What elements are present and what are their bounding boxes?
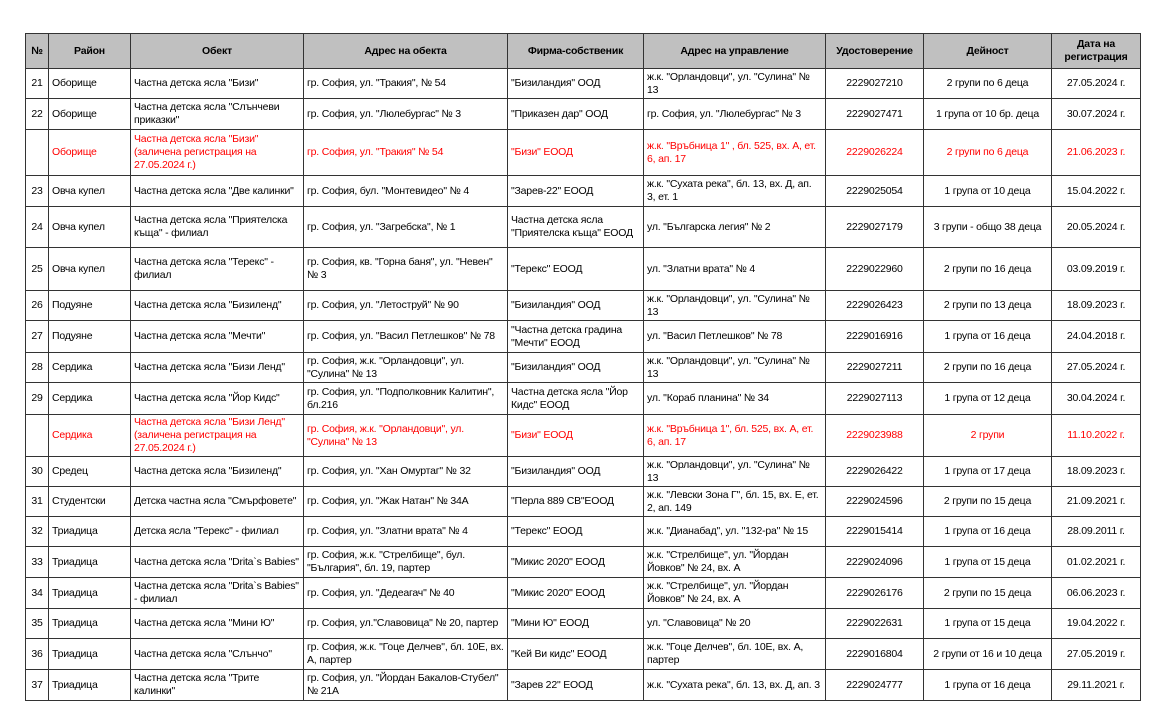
cell-no: 36 [26,639,49,670]
cell-date: 30.07.2024 г. [1052,99,1141,130]
cell-mgmt: ж.к. "Орландовци", ул. "Сулина" № 13 [644,291,826,321]
cell-mgmt: ул. "Славовица" № 20 [644,609,826,639]
cell-firm: "Терекс" ЕООД [508,517,644,547]
cell-district: Овча купел [49,207,131,248]
cell-district: Подуяне [49,321,131,353]
cell-district: Оборище [49,69,131,99]
cell-no: 29 [26,383,49,415]
cell-district: Оборище [49,99,131,130]
cell-no: 31 [26,487,49,517]
cell-address: гр. София, ул. "Жак Натан" № 34А [304,487,508,517]
cell-district: Триадица [49,517,131,547]
cell-no: 21 [26,69,49,99]
header-district: Район [49,34,131,69]
cell-cert: 2229025054 [826,176,924,207]
cell-mgmt: ул. "Кораб планина" № 34 [644,383,826,415]
cell-address: гр. София, ул. "Дедеагач" № 40 [304,578,508,609]
cell-firm: "Бизи" ЕООД [508,415,644,457]
cell-address: гр. София, ул. "Люлебургас" № 3 [304,99,508,130]
header-activity: Дейност [924,34,1052,69]
cell-address: гр. София, ж.к. "Гоце Делчев", бл. 10Е, вх. А, партер [304,639,508,670]
cell-firm: "Бизиландия" ООД [508,457,644,487]
table-row [26,99,1141,130]
cell-name: Частна детска ясла "Две калинки" [131,176,304,207]
cell-no: 33 [26,547,49,578]
cell-firm: "Бизиландия" ООД [508,353,644,383]
table-row [26,176,1141,207]
cell-cert: 2229022960 [826,248,924,291]
cell-no: 27 [26,321,49,353]
header-address: Адрес на обекта [304,34,508,69]
table-row [26,321,1141,353]
cell-activity: 2 групи по 6 деца [924,130,1052,176]
cell-firm: "Бизиландия" ООД [508,69,644,99]
cell-address: гр. София, ул. "Васил Петлешков" № 78 [304,321,508,353]
cell-district: Сердика [49,415,131,457]
cell-mgmt: ж.к. "Връбница 1", бл. 525, вх. А, ет. 6, ап. 17 [644,415,826,457]
cell-mgmt: ж.к. "Връбница 1" , бл. 525, вх. А, ет. 6, ап. 17 [644,130,826,176]
cell-activity: 1 група от 15 деца [924,609,1052,639]
cell-district: Средец [49,457,131,487]
cell-no: 32 [26,517,49,547]
cell-firm: "Терекс" ЕООД [508,248,644,291]
cell-cert: 2229023988 [826,415,924,457]
cell-date: 06.06.2023 г. [1052,578,1141,609]
cell-date: 03.09.2019 г. [1052,248,1141,291]
cell-firm: "Бизи" ЕООД [508,130,644,176]
cell-address: гр. София, ж.к. "Орландовци", ул. "Сулина" № 13 [304,415,508,457]
header-name: Обект [131,34,304,69]
cell-cert: 2229016804 [826,639,924,670]
cell-mgmt: ж.к. "Орландовци", ул. "Сулина" № 13 [644,457,826,487]
table-row-deleted [26,415,1141,457]
cell-no: 26 [26,291,49,321]
cell-date: 18.09.2023 г. [1052,457,1141,487]
cell-name: Частна детска ясла "Бизиленд" [131,291,304,321]
cell-cert: 2229016916 [826,321,924,353]
header-date: Дата на регистрация [1052,34,1141,69]
cell-activity: 1 група от 10 бр. деца [924,99,1052,130]
cell-name: Частна детска ясла "Бизи Ленд" (заличена регистрация на 27.05.2024 г.) [131,415,304,457]
cell-activity: 1 група от 16 деца [924,517,1052,547]
cell-district: Триадица [49,578,131,609]
cell-name: Частна детска ясла "Бизи" (заличена регистрация на 27.05.2024 г.) [131,130,304,176]
cell-district: Подуяне [49,291,131,321]
cell-cert: 2229015414 [826,517,924,547]
cell-address: гр. София, ул. "Летоструй" № 90 [304,291,508,321]
cell-mgmt: ж.к. "Сухата река", бл. 13, вх. Д, ап. 3 [644,670,826,701]
table-row [26,609,1141,639]
cell-firm: "Кей Ви кидс" ЕООД [508,639,644,670]
cell-cert: 2229022631 [826,609,924,639]
cell-district: Сердика [49,353,131,383]
cell-firm: "Приказен дар" ООД [508,99,644,130]
table-row [26,207,1141,248]
cell-date: 21.09.2021 г. [1052,487,1141,517]
cell-no: 28 [26,353,49,383]
cell-mgmt: ж.к. "Стрелбище", ул. "Йордан Йовков" № 24, вх. А [644,547,826,578]
cell-date: 30.04.2024 г. [1052,383,1141,415]
cell-activity: 2 групи по 15 деца [924,578,1052,609]
cell-cert: 2229024096 [826,547,924,578]
cell-mgmt: ул. "Васил Петлешков" № 78 [644,321,826,353]
cell-mgmt: гр. София, ул. "Люлебургас" № 3 [644,99,826,130]
cell-name: Частна детска ясла "Drita`s Babies" [131,547,304,578]
header-mgmt: Адрес на управление [644,34,826,69]
cell-activity: 1 група от 15 деца [924,547,1052,578]
cell-district: Триадица [49,670,131,701]
cell-mgmt: ж.к. "Дианабад", ул. "132-ра" № 15 [644,517,826,547]
table-row [26,353,1141,383]
table-row [26,578,1141,609]
cell-firm: "Мини Ю" ЕООД [508,609,644,639]
cell-activity: 2 групи по 6 деца [924,69,1052,99]
cell-no: 23 [26,176,49,207]
cell-name: Частна детска ясла "Бизиленд" [131,457,304,487]
cell-activity: 3 групи - общо 38 деца [924,207,1052,248]
cell-name: Частна детска ясла "Бизи Ленд" [131,353,304,383]
cell-address: гр. София, ул. "Подполковник Калитин", бл.216 [304,383,508,415]
table-row [26,547,1141,578]
cell-no: 34 [26,578,49,609]
cell-date: 28.09.2011 г. [1052,517,1141,547]
cell-name: Детска частна ясла "Смърфовете" [131,487,304,517]
cell-mgmt: ж.к. "Орландовци", ул. "Сулина" № 13 [644,69,826,99]
cell-no: 24 [26,207,49,248]
cell-district: Оборище [49,130,131,176]
cell-name: Частна детска ясла "Drita`s Babies" - филиал [131,578,304,609]
cell-mgmt: ул. "Българска легия" № 2 [644,207,826,248]
cell-no [26,130,49,176]
cell-name: Частна детска ясла "Слънчо" [131,639,304,670]
cell-address: гр. София, ул. "Златни врата" № 4 [304,517,508,547]
cell-name: Частна детска ясла "Мини Ю" [131,609,304,639]
cell-cert: 2229027113 [826,383,924,415]
table-row [26,517,1141,547]
cell-no: 37 [26,670,49,701]
cell-name: Частна детска ясла "Йор Кидс" [131,383,304,415]
cell-no: 35 [26,609,49,639]
table-row [26,487,1141,517]
cell-district: Сердика [49,383,131,415]
cell-date: 21.06.2023 г. [1052,130,1141,176]
table-row [26,639,1141,670]
cell-firm: "Бизиландия" ООД [508,291,644,321]
header-row [26,34,1141,69]
cell-district: Овча купел [49,176,131,207]
cell-district: Студентски [49,487,131,517]
cell-firm: "Зарев 22" ЕООД [508,670,644,701]
cell-address: гр. София, ж.к. "Орландовци", ул. "Сулина" № 13 [304,353,508,383]
cell-address: гр. София, ж.к. "Стрелбище", бул. "България", бл. 19, партер [304,547,508,578]
table-row [26,670,1141,701]
table-row [26,383,1141,415]
cell-name: Частна детска ясла "Трите калинки" [131,670,304,701]
cell-address: гр. София, бул. "Монтевидео" № 4 [304,176,508,207]
cell-address: гр. София, ул."Славовица" № 20, партер [304,609,508,639]
cell-firm: "Зарев-22" ЕООД [508,176,644,207]
cell-address: гр. София, кв. "Горна баня", ул. "Невен" № 3 [304,248,508,291]
cell-date: 01.02.2021 г. [1052,547,1141,578]
cell-activity: 1 група от 10 деца [924,176,1052,207]
cell-no: 22 [26,99,49,130]
table-row [26,291,1141,321]
header-firm: Фирма-собственик [508,34,644,69]
cell-mgmt: ул. "Златни врата" № 4 [644,248,826,291]
cell-activity: 1 група от 12 деца [924,383,1052,415]
cell-firm: "Микис 2020" ЕООД [508,547,644,578]
cell-district: Триадица [49,609,131,639]
cell-activity: 2 групи по 13 деца [924,291,1052,321]
cell-activity: 2 групи от 16 и 10 деца [924,639,1052,670]
header-no: № [26,34,49,69]
cell-date: 27.05.2024 г. [1052,69,1141,99]
cell-firm: Частна детска ясла "Приятелска къща" ЕООД [508,207,644,248]
cell-name: Частна детска ясла "Приятелска къща" - филиал [131,207,304,248]
registry-table [25,33,1141,701]
cell-mgmt: ж.к. "Левски Зона Г", бл. 15, вх. Е, ет. 2, ап. 149 [644,487,826,517]
cell-cert: 2229024777 [826,670,924,701]
cell-cert: 2229027211 [826,353,924,383]
cell-mgmt: ж.к. "Гоце Делчев", бл. 10Е, вх. А, партер [644,639,826,670]
cell-address: гр. София, ул. "Хан Омуртаг" № 32 [304,457,508,487]
cell-firm: "Микис 2020" ЕООД [508,578,644,609]
cell-date: 11.10.2022 г. [1052,415,1141,457]
cell-date: 19.04.2022 г. [1052,609,1141,639]
cell-mgmt: ж.к. "Сухата река", бл. 13, вх. Д, ап. 3, ет. 1 [644,176,826,207]
cell-date: 20.05.2024 г. [1052,207,1141,248]
table-row [26,248,1141,291]
cell-date: 15.04.2022 г. [1052,176,1141,207]
cell-date: 29.11.2021 г. [1052,670,1141,701]
cell-firm: "Частна детска градина "Мечти" ЕООД [508,321,644,353]
header-cert: Удостоверение [826,34,924,69]
cell-mgmt: ж.к. "Стрелбище", ул. "Йордан Йовков" № 24, вх. А [644,578,826,609]
cell-mgmt: ж.к. "Орландовци", ул. "Сулина" № 13 [644,353,826,383]
cell-name: Частна детска ясла "Бизи" [131,69,304,99]
cell-district: Овча купел [49,248,131,291]
cell-activity: 2 групи по 16 деца [924,248,1052,291]
cell-date: 27.05.2024 г. [1052,353,1141,383]
cell-name: Частна детска ясла "Терекс" - филиал [131,248,304,291]
cell-cert: 2229026176 [826,578,924,609]
cell-name: Частна детска ясла "Мечти" [131,321,304,353]
table-row [26,457,1141,487]
cell-cert: 2229027210 [826,69,924,99]
cell-district: Триадица [49,639,131,670]
cell-activity: 1 група от 16 деца [924,321,1052,353]
cell-no: 30 [26,457,49,487]
cell-cert: 2229026423 [826,291,924,321]
cell-no [26,415,49,457]
cell-address: гр. София, ул. "Загребска", № 1 [304,207,508,248]
table-row-deleted [26,130,1141,176]
cell-address: гр. София, ул. "Тракия" № 54 [304,130,508,176]
cell-date: 27.05.2019 г. [1052,639,1141,670]
cell-no: 25 [26,248,49,291]
cell-name: Детска ясла "Терекс" - филиал [131,517,304,547]
cell-activity: 2 групи по 16 деца [924,353,1052,383]
cell-date: 24.04.2018 г. [1052,321,1141,353]
cell-address: гр. София, ул. "Йордан Бакалов-Стубел" № 21А [304,670,508,701]
cell-activity: 2 групи [924,415,1052,457]
cell-name: Частна детска ясла "Слънчеви приказки" [131,99,304,130]
cell-cert: 2229024596 [826,487,924,517]
cell-firm: Частна детска ясла "Йор Кидс" ЕООД [508,383,644,415]
cell-cert: 2229026224 [826,130,924,176]
cell-district: Триадица [49,547,131,578]
cell-firm: "Перла 889 СВ"ЕООД [508,487,644,517]
cell-cert: 2229027179 [826,207,924,248]
cell-activity: 1 група от 16 деца [924,670,1052,701]
cell-cert: 2229026422 [826,457,924,487]
cell-address: гр. София, ул. "Тракия", № 54 [304,69,508,99]
cell-activity: 2 групи по 15 деца [924,487,1052,517]
cell-cert: 2229027471 [826,99,924,130]
cell-date: 18.09.2023 г. [1052,291,1141,321]
table-row [26,69,1141,99]
cell-activity: 1 група от 17 деца [924,457,1052,487]
